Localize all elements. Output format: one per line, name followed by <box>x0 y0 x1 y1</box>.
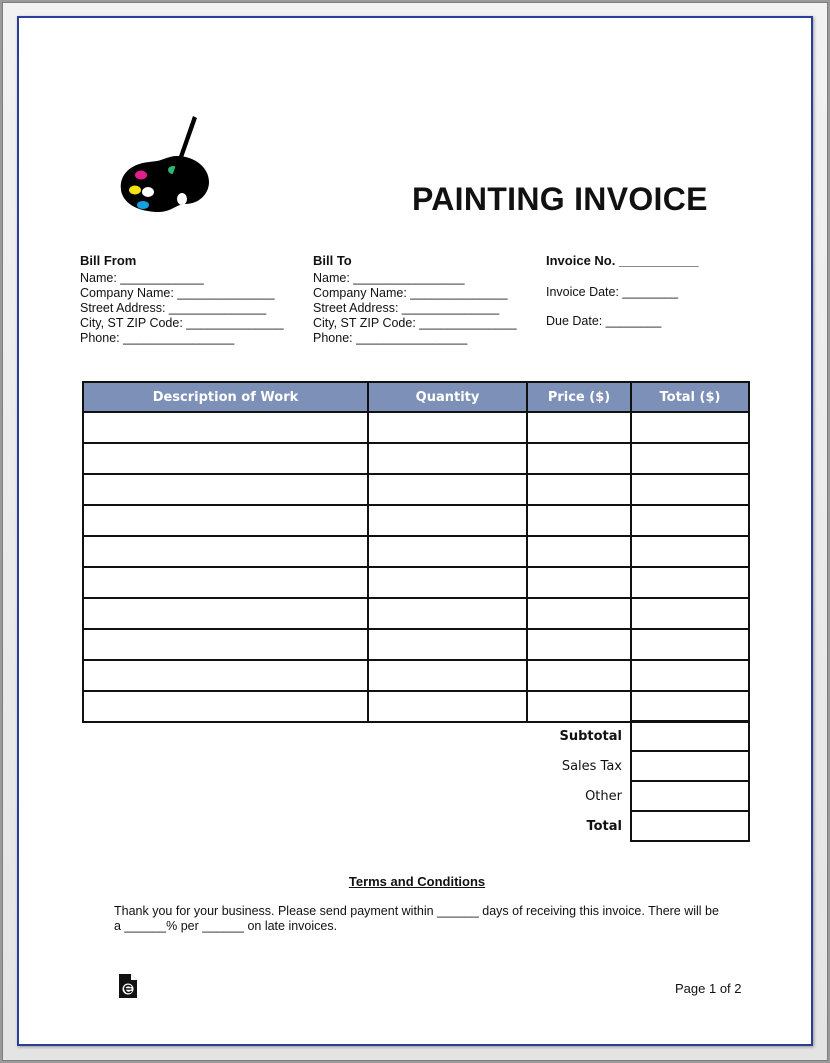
subtotal-cell[interactable] <box>631 721 749 751</box>
table-row <box>83 629 749 660</box>
header-quantity: Quantity <box>368 382 527 412</box>
invoice-title: PAINTING INVOICE <box>412 181 708 217</box>
table-row <box>83 598 749 629</box>
other-cell[interactable] <box>631 781 749 811</box>
table-row <box>83 567 749 598</box>
bill-from-city-field: City, ST ZIP Code: ______________ <box>80 316 284 330</box>
cell-total[interactable] <box>631 536 749 567</box>
cell-total[interactable] <box>631 474 749 505</box>
sales-tax-cell[interactable] <box>631 751 749 781</box>
cell-total[interactable] <box>631 505 749 536</box>
invoice-page <box>17 16 813 1046</box>
header-description: Description of Work <box>83 382 368 412</box>
bill-to-name-field: Name: ________________ <box>313 271 465 285</box>
bill-from-name-field: Name: ____________ <box>80 271 204 285</box>
bill-to-phone-field: Phone: ________________ <box>313 331 468 345</box>
header-total: Total ($) <box>631 382 749 412</box>
cell-total[interactable] <box>631 629 749 660</box>
cell-total[interactable] <box>631 660 749 691</box>
cell-description[interactable] <box>83 629 368 660</box>
summary-table <box>519 720 750 842</box>
cell-total[interactable] <box>631 412 749 443</box>
table-header-row <box>83 382 749 412</box>
cell-price[interactable] <box>527 505 631 536</box>
cell-description[interactable] <box>83 443 368 474</box>
cell-price[interactable] <box>527 536 631 567</box>
summary-row-total <box>519 811 749 841</box>
summary-row-sales-tax <box>519 751 749 781</box>
bill-to-street-field: Street Address: ______________ <box>313 301 500 315</box>
bill-from-section <box>80 253 284 346</box>
table-row <box>83 505 749 536</box>
cell-price[interactable] <box>527 629 631 660</box>
cell-quantity[interactable] <box>368 505 527 536</box>
cell-quantity[interactable] <box>368 691 527 722</box>
bill-to-heading: Bill To <box>313 253 352 268</box>
paint-palette-icon <box>119 112 211 216</box>
summary-row-other <box>519 781 749 811</box>
cell-total[interactable] <box>631 691 749 722</box>
other-label: Other <box>585 788 622 804</box>
sales-tax-label: Sales Tax <box>561 758 622 774</box>
cell-description[interactable] <box>83 598 368 629</box>
cell-description[interactable] <box>83 505 368 536</box>
bill-from-street-field: Street Address: ______________ <box>80 301 267 315</box>
line-items-table <box>82 381 750 723</box>
cell-total[interactable] <box>631 443 749 474</box>
bill-from-heading: Bill From <box>80 253 137 268</box>
cell-description[interactable] <box>83 474 368 505</box>
table-row <box>83 536 749 567</box>
cell-quantity[interactable] <box>368 567 527 598</box>
bill-to-section <box>313 253 517 346</box>
cell-quantity[interactable] <box>368 629 527 660</box>
bill-to-city-field: City, ST ZIP Code: ______________ <box>313 316 517 330</box>
page-number: Page 1 of 2 <box>675 981 742 996</box>
due-date-field: Due Date: ________ <box>546 314 662 328</box>
cell-description[interactable] <box>83 691 368 722</box>
cell-quantity[interactable] <box>368 412 527 443</box>
cell-price[interactable] <box>527 443 631 474</box>
cell-quantity[interactable] <box>368 443 527 474</box>
cell-price[interactable] <box>527 474 631 505</box>
bill-from-phone-field: Phone: ________________ <box>80 331 235 345</box>
table-row <box>83 474 749 505</box>
cell-price[interactable] <box>527 598 631 629</box>
cell-description[interactable] <box>83 567 368 598</box>
cell-price[interactable] <box>527 660 631 691</box>
cell-quantity[interactable] <box>368 598 527 629</box>
table-row <box>83 412 749 443</box>
subtotal-label: Subtotal <box>559 728 622 744</box>
cell-price[interactable] <box>527 412 631 443</box>
bill-to-company-field: Company Name: ______________ <box>313 286 508 300</box>
table-body <box>83 412 749 722</box>
total-cell[interactable] <box>631 811 749 841</box>
invoice-number-field: Invoice No. ___________ <box>546 253 699 268</box>
terms-heading: Terms and Conditions <box>348 874 486 889</box>
cell-price[interactable] <box>527 691 631 722</box>
cell-total[interactable] <box>631 567 749 598</box>
eforms-document-icon <box>117 973 139 999</box>
invoice-date-field: Invoice Date: ________ <box>546 285 679 299</box>
summary-row-subtotal <box>519 721 749 751</box>
cell-price[interactable] <box>527 567 631 598</box>
bill-from-company-field: Company Name: ______________ <box>80 286 275 300</box>
cell-description[interactable] <box>83 660 368 691</box>
invoice-info-section <box>546 253 699 329</box>
cell-quantity[interactable] <box>368 536 527 567</box>
cell-description[interactable] <box>83 412 368 443</box>
table-row <box>83 660 749 691</box>
total-label: Total <box>586 818 622 834</box>
cell-description[interactable] <box>83 536 368 567</box>
cell-quantity[interactable] <box>368 660 527 691</box>
cell-quantity[interactable] <box>368 474 527 505</box>
header-price: Price ($) <box>527 382 631 412</box>
table-row <box>83 443 749 474</box>
cell-total[interactable] <box>631 598 749 629</box>
table-row <box>83 691 749 722</box>
terms-text: Thank you for your business. Please send payment within ______ days of receiving this invoice. There will be a ______% per ______ on late invoices. <box>114 904 719 933</box>
